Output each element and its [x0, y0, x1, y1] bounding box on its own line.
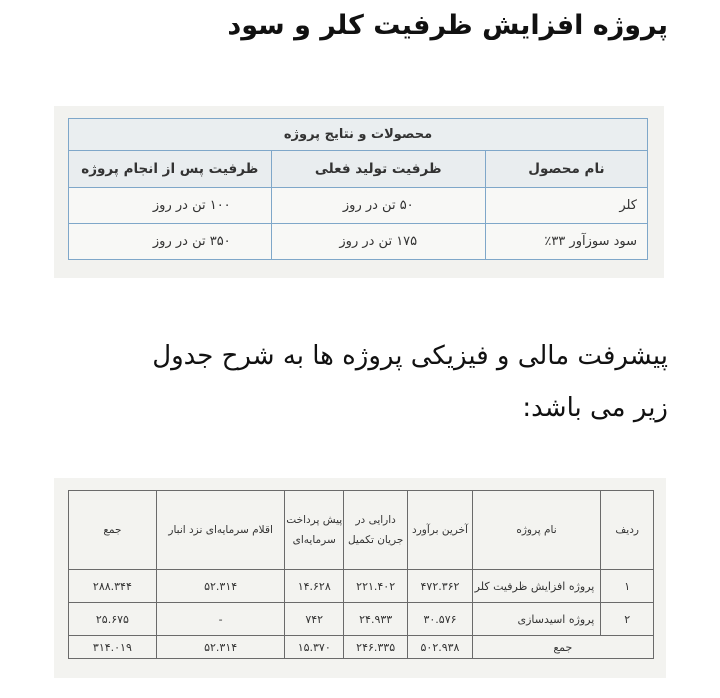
table-cell: ۲۲۱.۴۰۲	[343, 570, 407, 603]
table-cell: ۱۰۰ تن در روز	[69, 188, 272, 224]
page-heading: پروژه افزایش ظرفیت کلر و سود	[227, 10, 668, 41]
column-header: پیش پرداخت سرمایه‌ای	[285, 491, 344, 570]
table-cell: پروژه افزایش ظرفیت کلر	[472, 570, 601, 603]
total-row	[69, 636, 654, 659]
table-cell: ۱۴.۶۲۸	[285, 570, 344, 603]
column-header: نام پروژه	[472, 491, 601, 570]
column-header: ظرفیت پس از انجام پروژه	[69, 151, 272, 188]
table-cell: سود سوزآور ۳۳٪	[485, 224, 647, 260]
table-row	[69, 570, 654, 603]
table-cell: ۵۲.۳۱۴	[156, 636, 285, 659]
column-header: دارایی در جریان تکمیل	[343, 491, 407, 570]
capacity-table-image	[54, 106, 664, 278]
column-header: آخرین برآورد	[408, 491, 472, 570]
total-label: جمع	[472, 636, 653, 659]
table-cell: ۵۲.۳۱۴	[156, 570, 285, 603]
table-cell: ۴۷۲.۳۶۲	[408, 570, 472, 603]
column-header: نام محصول	[485, 151, 647, 188]
table-row	[69, 224, 648, 260]
table-cell: ۷۴۲	[285, 603, 344, 636]
table-cell: ۵۰۲.۹۳۸	[408, 636, 472, 659]
table-cell: -	[156, 603, 285, 636]
table-cell: ۲۸۸.۳۴۴	[69, 570, 157, 603]
table-cell: ۳۰.۵۷۶	[408, 603, 472, 636]
column-header: جمع	[69, 491, 157, 570]
table-cell: ۲۴.۹۳۳	[343, 603, 407, 636]
table-cell: ۵۰ تن در روز	[271, 188, 485, 224]
column-header: ردیف	[601, 491, 654, 570]
table-row	[69, 188, 648, 224]
table-cell: ۲	[601, 603, 654, 636]
progress-table	[68, 490, 654, 659]
progress-paragraph	[68, 330, 668, 434]
table-cell: ۲۴۶.۳۳۵	[343, 636, 407, 659]
table-cell: ۳۱۴.۰۱۹	[69, 636, 157, 659]
table-cell: ۲۵.۶۷۵	[69, 603, 157, 636]
table-cell: کلر	[485, 188, 647, 224]
paragraph-line: زیر می باشد:	[522, 393, 668, 423]
table-cell: ۱	[601, 570, 654, 603]
paragraph-line: پیشرفت مالی و فیزیکی پروژه ها به شرح جدول	[152, 341, 668, 371]
table-cell: پروژه اسیدسازی	[472, 603, 601, 636]
table-cell: ۳۵۰ تن در روز	[69, 224, 272, 260]
column-header: اقلام سرمایه‌ای نزد انبار	[156, 491, 285, 570]
table-cell: ۱۵.۳۷۰	[285, 636, 344, 659]
table-caption: محصولات و نتایج پروژه	[69, 119, 648, 151]
capacity-table	[68, 118, 648, 260]
column-header: ظرفیت تولید فعلی	[271, 151, 485, 188]
table-cell: ۱۷۵ تن در روز	[271, 224, 485, 260]
progress-table-image	[54, 478, 666, 678]
table-row	[69, 603, 654, 636]
